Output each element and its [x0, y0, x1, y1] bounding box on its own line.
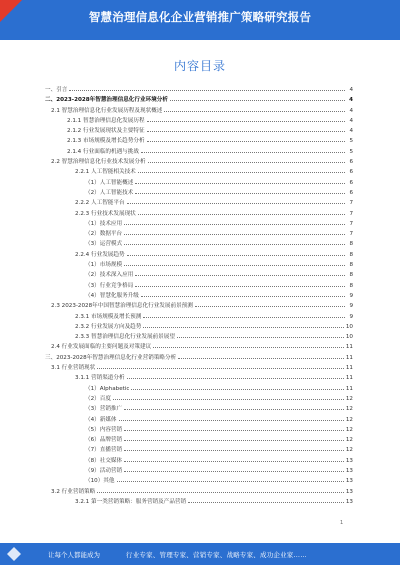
toc-entry[interactable] — [45, 239, 353, 249]
table-of-contents — [45, 85, 353, 507]
toc-entry[interactable] — [45, 312, 353, 322]
toc-leader-dots — [124, 436, 344, 441]
toc-leader-dots — [143, 313, 345, 318]
toc-entry-label: （3）行业竞争格局 — [85, 282, 134, 289]
toc-entry-label: 2.2.2 人工智能平台 — [75, 200, 125, 207]
toc-entry-label: （10）其他 — [85, 478, 115, 485]
toc-entry-page: 11 — [345, 354, 353, 361]
toc-leader-dots — [97, 488, 344, 493]
toc-entry[interactable] — [45, 178, 353, 188]
footer-slogan-left: 让每个人都能成为 — [48, 551, 100, 559]
toc-leader-dots — [178, 354, 344, 359]
toc-entry[interactable] — [45, 116, 353, 126]
toc-entry-label: （1）Alphabetic — [85, 385, 130, 392]
toc-leader-dots — [135, 189, 345, 194]
toc-entry-label: （3）运营模式 — [85, 241, 123, 248]
toc-entry-page: 9 — [349, 292, 353, 299]
toc-leader-dots — [147, 137, 345, 142]
toc-entry-label: 2.2.1 人工智能相关技术 — [75, 169, 136, 176]
toc-entry-page: 4 — [349, 128, 353, 135]
toc-leader-dots — [127, 374, 344, 379]
toc-entry-page: 11 — [345, 365, 353, 372]
toc-entry-page: 9 — [349, 303, 353, 310]
toc-entry[interactable] — [45, 85, 353, 95]
toc-leader-dots — [138, 210, 345, 215]
toc-leader-dots — [69, 86, 345, 91]
toc-entry-page: 12 — [345, 406, 353, 413]
toc-entry-page: 4 — [349, 97, 353, 104]
toc-leader-dots — [138, 168, 345, 173]
toc-leader-dots — [124, 446, 344, 451]
toc-entry-page: 5 — [349, 148, 353, 155]
toc-leader-dots — [153, 343, 344, 348]
toc-entry[interactable] — [45, 373, 353, 383]
toc-leader-dots — [124, 240, 345, 245]
toc-leader-dots — [135, 179, 345, 184]
toc-entry-page: 12 — [345, 426, 353, 433]
toc-leader-dots — [124, 457, 344, 462]
toc-entry[interactable] — [45, 353, 353, 363]
toc-entry-label: （1）市场规模 — [85, 262, 123, 269]
toc-entry-page: 8 — [349, 272, 353, 279]
toc-entry[interactable] — [45, 188, 353, 198]
toc-leader-dots — [117, 477, 344, 482]
toc-entry[interactable] — [45, 167, 353, 177]
toc-entry-label: 2.3.3 智慧治理信息化行业发展前景展望 — [75, 334, 175, 341]
toc-entry-label: 2.4 行业发展面临的主要问题及对策建议 — [51, 344, 152, 351]
toc-entry-page: 8 — [349, 241, 353, 248]
toc-entry-label: （2）技术深入应用 — [85, 272, 134, 279]
toc-leader-dots — [147, 117, 345, 122]
toc-leader-dots — [177, 333, 344, 338]
toc-entry[interactable] — [45, 322, 353, 332]
toc-entry[interactable] — [45, 291, 353, 301]
toc-entry-label: （5）内容营销 — [85, 426, 123, 433]
toc-leader-dots — [113, 395, 344, 400]
toc-entry-label: 3.2.1 第一类营销策略：服务营销及产品营销 — [75, 498, 187, 505]
toc-leader-dots — [124, 426, 344, 431]
toc-entry[interactable] — [45, 301, 353, 311]
toc-entry-page: 6 — [349, 179, 353, 186]
page-number: 1 — [340, 520, 344, 526]
toc-leader-dots — [147, 127, 345, 132]
toc-entry-page: 11 — [345, 375, 353, 382]
toc-leader-dots — [164, 107, 345, 112]
toc-entry-page: 7 — [349, 200, 353, 207]
toc-entry[interactable] — [45, 229, 353, 239]
toc-entry[interactable] — [45, 136, 353, 146]
toc-entry-page: 4 — [349, 87, 353, 93]
toc-entry-label: 2.1 智慧治理信息化行业发展历程及现状概述 — [51, 107, 163, 114]
toc-leader-dots — [141, 292, 345, 297]
toc-entry-page: 4 — [349, 107, 353, 114]
toc-entry-page: 13 — [345, 498, 353, 505]
toc-entry-label: （2）数据平台 — [85, 231, 123, 238]
toc-entry-label: （1）技术应用 — [85, 220, 123, 227]
toc-entry[interactable] — [45, 394, 353, 404]
toc-leader-dots — [127, 251, 345, 256]
toc-leader-dots — [124, 230, 345, 235]
toc-entry[interactable] — [45, 342, 353, 352]
toc-entry-label: （2）人工智能技术 — [85, 189, 134, 196]
toc-leader-dots — [124, 467, 344, 472]
toc-entry[interactable] — [45, 466, 353, 476]
toc-entry-page: 8 — [349, 282, 353, 289]
toc-entry[interactable] — [45, 384, 353, 394]
toc-entry-label: 2.3.2 行业发展方向及趋势 — [75, 323, 142, 330]
toc-entry[interactable] — [45, 497, 353, 507]
toc-leader-dots — [135, 271, 345, 276]
toc-leader-dots — [127, 199, 345, 204]
toc-entry[interactable] — [45, 435, 353, 445]
toc-entry-page: 6 — [349, 189, 353, 196]
toc-entry[interactable] — [45, 106, 353, 116]
toc-heading: 内容目录 — [173, 59, 226, 73]
toc-entry-page: 11 — [345, 344, 353, 351]
toc-leader-dots — [148, 158, 345, 163]
toc-entry[interactable] — [45, 476, 353, 486]
toc-entry[interactable] — [45, 157, 353, 167]
toc-entry-label: （9）活动营销 — [85, 467, 123, 474]
toc-leader-dots — [124, 261, 345, 266]
toc-entry-page: 12 — [345, 447, 353, 454]
toc-leader-dots — [195, 302, 345, 307]
toc-entry[interactable] — [45, 425, 353, 435]
toc-entry[interactable] — [45, 250, 353, 260]
toc-entry-label: （3）营销推广 — [85, 406, 123, 413]
toc-entry[interactable] — [45, 332, 353, 342]
toc-leader-dots — [124, 405, 344, 410]
footer-banner — [0, 543, 400, 565]
toc-leader-dots — [135, 282, 345, 287]
toc-entry-label: （6）品牌营销 — [85, 437, 123, 444]
toc-entry-page: 13 — [345, 457, 353, 464]
toc-entry-page: 9 — [349, 313, 353, 320]
header-banner — [0, 0, 400, 40]
footer-diamond-icon — [6, 546, 22, 562]
toc-entry-label: 二、2023-2028年智慧治理信息化行业环境分析 — [45, 97, 168, 104]
toc-entry-page: 8 — [349, 262, 353, 269]
toc-entry-label: 2.3 2023-2028年中国智慧治理信息化行业发展前景预测 — [51, 303, 193, 310]
toc-entry-page: 12 — [345, 395, 353, 402]
toc-entry[interactable] — [45, 209, 353, 219]
toc-entry-label: 3.1.1 营销渠道分析 — [75, 375, 125, 382]
toc-leader-dots — [170, 96, 345, 101]
toc-entry[interactable] — [45, 260, 353, 270]
toc-entry-page: 7 — [349, 210, 353, 217]
toc-leader-dots — [97, 364, 344, 369]
toc-entry[interactable] — [45, 270, 353, 280]
toc-entry-label: 2.2 智慧治理信息化行业技术发展分析 — [51, 159, 146, 166]
toc-entry[interactable] — [45, 126, 353, 136]
footer-slogan-right: 行业专家、管理专家、营销专家、战略专家、成功企业家…… — [126, 551, 307, 559]
toc-entry-label: 3.2 行业营销策略 — [51, 488, 96, 495]
toc-leader-dots — [188, 498, 344, 503]
toc-entry[interactable] — [45, 95, 353, 105]
toc-entry-label: （7）直播营销 — [85, 447, 123, 454]
toc-entry-label: 2.2.3 行业技术发展现状 — [75, 210, 136, 217]
toc-entry-label: 一、引言 — [45, 87, 68, 93]
toc-entry-page: 13 — [345, 478, 353, 485]
toc-entry[interactable] — [45, 219, 353, 229]
toc-entry-page: 12 — [345, 416, 353, 423]
toc-entry-label: 2.1.4 行业面临的机遇与挑战 — [67, 148, 139, 155]
toc-entry-label: （2）百度 — [85, 395, 111, 402]
toc-entry-label: （1）人工智能概述 — [85, 179, 134, 186]
toc-entry[interactable] — [45, 456, 353, 466]
toc-entry-page: 5 — [349, 138, 353, 145]
toc-entry-label: 2.2.4 行业发展趋势 — [75, 251, 125, 258]
toc-entry-label: 2.1.3 市场规模及增长趋势分析 — [67, 138, 145, 145]
toc-entry-page: 11 — [345, 385, 353, 392]
toc-entry[interactable] — [45, 404, 353, 414]
toc-entry-label: 三、2023-2028年智慧治理信息化行业营销策略分析 — [45, 354, 177, 361]
toc-entry-label: （8）社交媒体 — [85, 457, 123, 464]
toc-entry[interactable] — [45, 198, 353, 208]
toc-entry[interactable] — [45, 487, 353, 497]
toc-leader-dots — [141, 148, 345, 153]
toc-entry[interactable] — [45, 147, 353, 157]
toc-entry-label: 3.1 行业营销现状 — [51, 365, 96, 372]
document-title: 智慧治理信息化企业营销推广策略研究报告 — [88, 10, 312, 24]
toc-entry-page: 13 — [345, 467, 353, 474]
toc-entry-page: 12 — [345, 437, 353, 444]
toc-leader-dots — [124, 220, 345, 225]
toc-leader-dots — [119, 416, 344, 421]
toc-entry-page: 6 — [349, 169, 353, 176]
toc-entry[interactable] — [45, 281, 353, 291]
toc-entry-page: 13 — [345, 488, 353, 495]
toc-entry[interactable] — [45, 415, 353, 425]
toc-entry-label: 2.3.1 市场规模及增长预测 — [75, 313, 142, 320]
toc-entry-page: 10 — [345, 323, 353, 330]
toc-entry-page: 7 — [349, 231, 353, 238]
toc-leader-dots — [143, 323, 344, 328]
toc-leader-dots — [131, 385, 343, 390]
toc-entry-page: 10 — [345, 334, 353, 341]
toc-entry[interactable] — [45, 445, 353, 455]
toc-entry-label: 2.1.2 行业发展现状及主要特征 — [67, 128, 145, 135]
toc-entry-page: 6 — [349, 159, 353, 166]
toc-entry-label: （4）新媒体 — [85, 416, 117, 423]
toc-entry[interactable] — [45, 363, 353, 373]
toc-entry-page: 4 — [349, 117, 353, 124]
toc-entry-label: （4）智慧化服务升级 — [85, 292, 139, 299]
toc-entry-label: 2.1.1 智慧治理信息化发展历程 — [67, 117, 145, 124]
toc-entry-page: 8 — [349, 251, 353, 258]
toc-entry-page: 7 — [349, 220, 353, 227]
